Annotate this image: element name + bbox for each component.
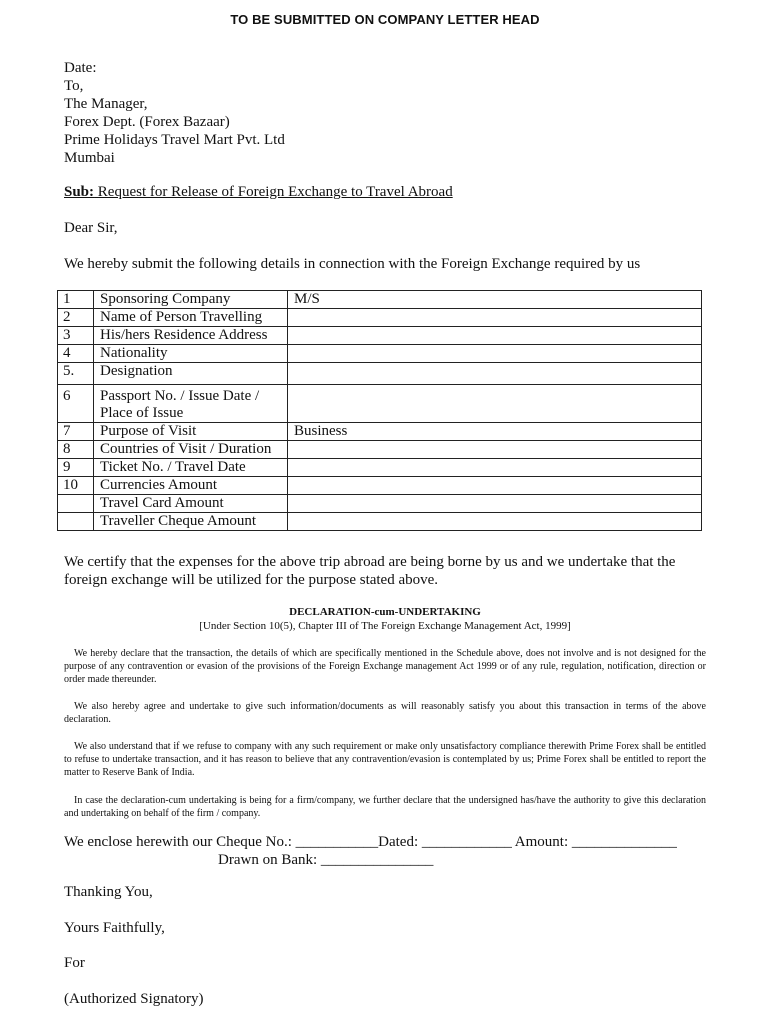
bank-line: Drawn on Bank: _______________ bbox=[218, 852, 434, 868]
for-text: For bbox=[64, 955, 85, 971]
table-row bbox=[58, 495, 702, 513]
recipient-address bbox=[64, 59, 285, 167]
greeting: Dear Sir, bbox=[64, 220, 118, 236]
row-number: 3 bbox=[58, 327, 94, 345]
row-label: Purpose of Visit bbox=[94, 423, 288, 441]
subject-label: Sub: bbox=[64, 184, 95, 200]
table-row bbox=[58, 309, 702, 327]
row-number bbox=[58, 495, 94, 513]
details-table bbox=[57, 290, 702, 531]
row-value[interactable]: M/S bbox=[288, 291, 702, 309]
table-row bbox=[58, 477, 702, 495]
row-number: 2 bbox=[58, 309, 94, 327]
to-line: To, bbox=[64, 78, 84, 94]
row-value[interactable] bbox=[288, 345, 702, 363]
subject-line bbox=[64, 184, 453, 201]
subject-text: Request for Release of Foreign Exchange to Travel Abroad bbox=[94, 184, 453, 200]
row-label: Ticket No. / Travel Date bbox=[94, 459, 288, 477]
row-label: Passport No. / Issue Date / Place of Issue bbox=[94, 385, 288, 423]
row-label: Travel Card Amount bbox=[94, 495, 288, 513]
row-value[interactable] bbox=[288, 441, 702, 459]
row-value[interactable] bbox=[288, 327, 702, 345]
row-number: 8 bbox=[58, 441, 94, 459]
row-number: 1 bbox=[58, 291, 94, 309]
address-line: The Manager, bbox=[64, 96, 148, 112]
row-value[interactable] bbox=[288, 459, 702, 477]
address-line: Prime Holidays Travel Mart Pvt. Ltd bbox=[64, 132, 285, 148]
table-row bbox=[58, 459, 702, 477]
thanks-text: Thanking You, bbox=[64, 884, 153, 900]
row-value[interactable] bbox=[288, 477, 702, 495]
row-number bbox=[58, 513, 94, 531]
declaration-paragraph: We also understand that if we refuse to company with any such requirement or make only unsatisfactory compliance therewith Prime Forex shall be entitled to refuse to undertake transaction, and it has reason to believe that any contravention/evasion is contemplated by us; Prime Forex shall be entitled to report the matter to Reserve Bank of India. bbox=[64, 741, 706, 778]
declaration-title: DECLARATION-cum-UNDERTAKING bbox=[289, 606, 481, 618]
table-row bbox=[58, 363, 702, 385]
table-row bbox=[58, 345, 702, 363]
address-line: Mumbai bbox=[64, 150, 115, 166]
row-number: 5. bbox=[58, 363, 94, 385]
declaration-paragraph: We also hereby agree and undertake to give such information/documents as will reasonably satisfy you about this transaction in terms of the above declaration. bbox=[64, 701, 706, 725]
table-row bbox=[58, 327, 702, 345]
row-label: Currencies Amount bbox=[94, 477, 288, 495]
table-row bbox=[58, 441, 702, 459]
row-label: Countries of Visit / Duration bbox=[94, 441, 288, 459]
date-line: Date: bbox=[64, 60, 97, 76]
table-row bbox=[58, 291, 702, 309]
intro-text: We hereby submit the following details in connection with the Foreign Exchange required by us bbox=[64, 256, 641, 272]
table-row bbox=[58, 513, 702, 531]
address-line: Forex Dept. (Forex Bazaar) bbox=[64, 114, 230, 130]
row-value[interactable] bbox=[288, 513, 702, 531]
row-label: Name of Person Travelling bbox=[94, 309, 288, 327]
row-value[interactable] bbox=[288, 385, 702, 423]
page-title: TO BE SUBMITTED ON COMPANY LETTER HEAD bbox=[230, 12, 540, 27]
row-label: Sponsoring Company bbox=[94, 291, 288, 309]
declaration-paragraph: We hereby declare that the transaction, the details of which are specifically mentioned in the Schedule above, does not involve and is not designed for the purpose of any contravention or evasion of the provisions of the Foreign Exchange management Act 1999 or of any rule, regulation, notification, direction or order made thereunder. bbox=[64, 648, 706, 685]
cheque-line: We enclose herewith our Cheque No.: ___________Dated: ____________ Amount: ______________ bbox=[64, 834, 677, 850]
row-number: 10 bbox=[58, 477, 94, 495]
row-label: His/hers Residence Address bbox=[94, 327, 288, 345]
row-number: 4 bbox=[58, 345, 94, 363]
row-value[interactable] bbox=[288, 495, 702, 513]
row-label: Nationality bbox=[94, 345, 288, 363]
row-number: 9 bbox=[58, 459, 94, 477]
row-number: 7 bbox=[58, 423, 94, 441]
signatory-text: (Authorized Signatory) bbox=[64, 991, 204, 1007]
declaration-subtitle: [Under Section 10(5), Chapter III of The Foreign Exchange Management Act, 1999] bbox=[199, 620, 571, 632]
row-label: Designation bbox=[94, 363, 288, 385]
table-row bbox=[58, 385, 702, 423]
row-value[interactable] bbox=[288, 309, 702, 327]
certification-text: We certify that the expenses for the above trip abroad are being borne by us and we undertake that the foreign exchange will be utilized for the purpose stated above. bbox=[64, 554, 676, 588]
table-row bbox=[58, 423, 702, 441]
closing-text: Yours Faithfully, bbox=[64, 920, 165, 936]
row-value[interactable]: Business bbox=[288, 423, 702, 441]
declaration-paragraph: In case the declaration-cum undertaking is being for a firm/company, we further declare that the undersigned has/have the authority to give this declaration and undertaking on behalf of the firm / company. bbox=[64, 795, 706, 819]
row-number: 6 bbox=[58, 385, 94, 423]
row-label: Traveller Cheque Amount bbox=[94, 513, 288, 531]
row-value[interactable] bbox=[288, 363, 702, 385]
